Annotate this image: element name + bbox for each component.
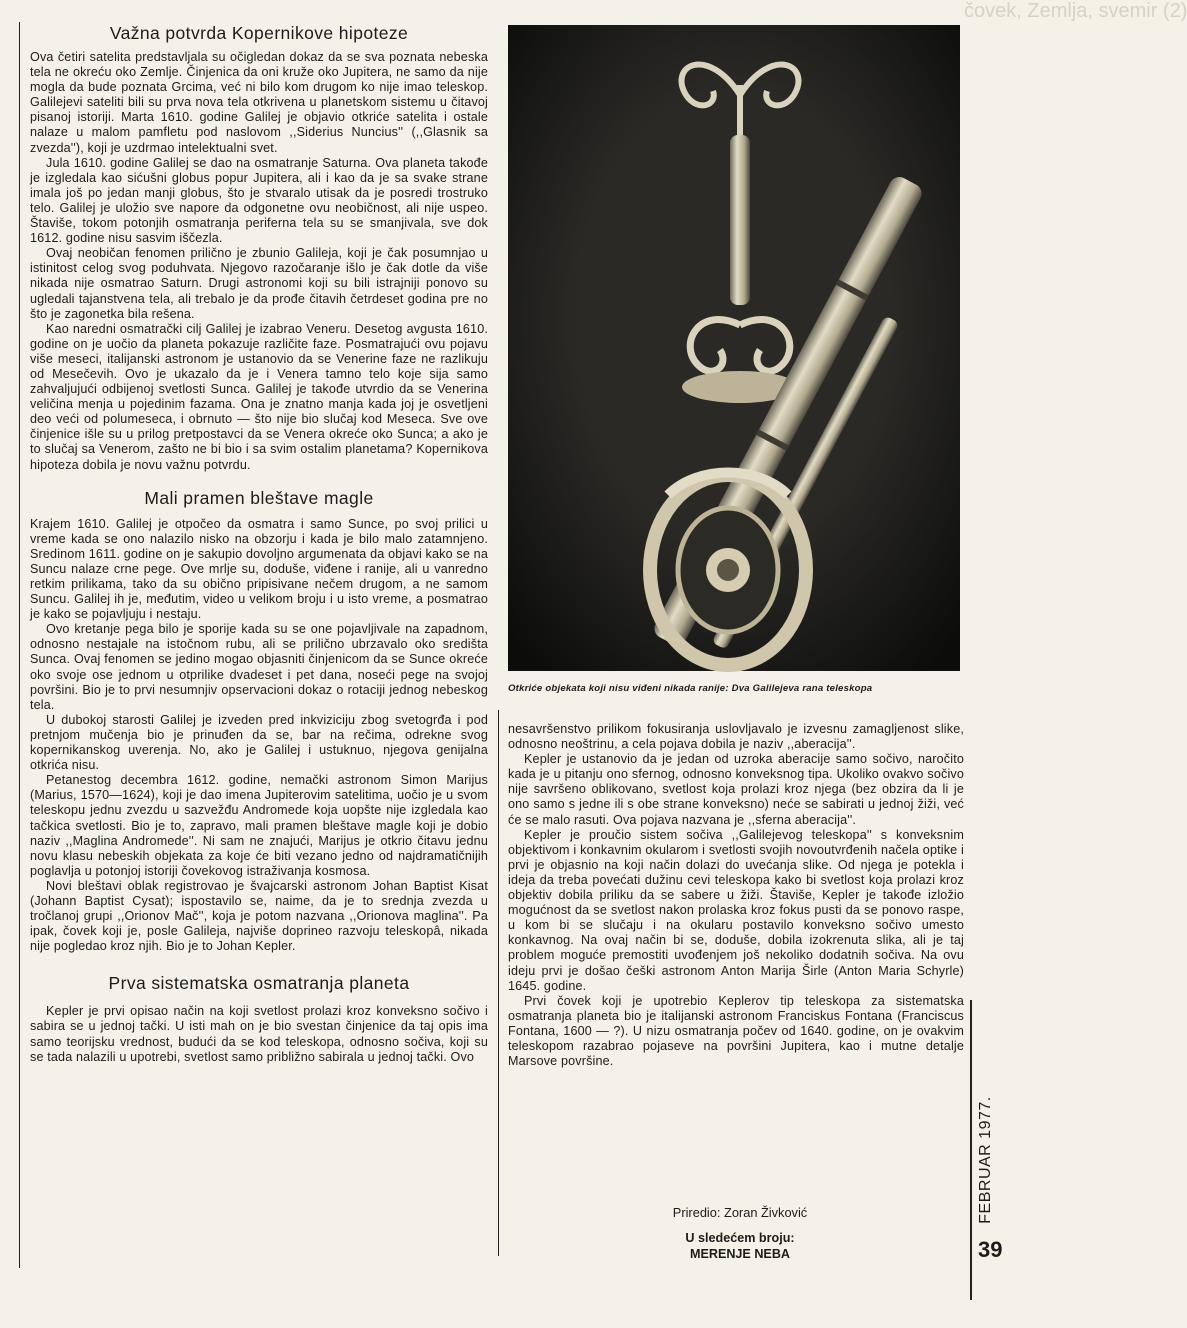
section-heading-1: Važna potvrda Kopernikove hipoteze — [109, 23, 409, 43]
right-column-paragraph: Prvi čovek koji je upotrebio Keplerov tip teleskopa za sistematska osmatranja planeta bio je italijanski astronom Franciskus Fontana (Franciscus Fontana, 1600 — ?). U nizu osmatranja počev od 1640. godine, on je ovakvim teleskopom razabrao pojaseve na površini Jupitera, kao i mutne detalje Marsove površine. — [508, 993, 964, 1069]
section-heading-3: Prva sistematska osmatranja planeta — [108, 973, 410, 994]
right-column — [508, 722, 964, 1069]
author-credit: Priredio: Zoran Živković — [672, 1205, 808, 1220]
section-1-paragraph: Kao naredni osmatrački cilj Galilej je izabrao Veneru. Desetog avgusta 1610. godine on je uočio da planeta pokazuje različite faze. Posmatrajući ovu pojavu više meseci, italijanski astronom je ustanovio da se Venerine faze ne razlikuju od Mesečevih. Ovo je ukazalo da je i Venera tamno telo koje sija samo zahvaljujući odbijenoj svetlosti Sunca. Galilej je takođe utvrdio da se Venerina veličina menja u pojedinim fazama. Ona je znatno manja kada joj je osvetljeni deo veći od polumeseca, i obrnuto — što nije bio slučaj kod Meseca. Sve ove činjenice išle su u prilog pretpostavci da se Venera okreće oko Sunca; a ako je to slučaj sa Venerom, zašto ne bi bio i sa svim ostalim planetama? Kopernikova hipoteza dobila je novu važnu potvrdu. — [30, 321, 488, 472]
section-2-paragraph: Ovo kretanje pega bilo je sporije kada su se one pojavljivale na zapadnom, odnosno nestajale na istočnom rubu, ali se prilično ubrzavalo oko središta Sunca. Ovaj fenomen se jedino mogao objasniti činjenicom da se Sunce okreće oko svoje ose jednom u otprilike dvadeset i pet dana, noseći pege na svojoj površini. Bio je to prvi nesumnjiv opservacioni dokaz o rotaciji jednog nebeskog tela. — [30, 622, 488, 712]
section-2-paragraph: Novi bleštavi oblak registrovao je švajcarski astronom Johan Baptist Kisat (Johann Baptist Cysat); ispostavilo se, naime, da je to srednja zvezda u tročlanoj grupi ,,Orionov Mač'', koja je potom nazvana ,,Orionova maglina''. Pa ipak, čovek koji je, posle Galileja, najviše doprineo razvoju teleskopâ, nikada nije pogledao kroz njih. Bio je to Johan Kepler. — [30, 878, 488, 954]
section-2-paragraph: U dubokoj starosti Galilej je izveden pred inkviziciju zbog svetogrđa i pod pretnjom mučenja bio je prinuđen da se, bar na rečima, odrekne svog kopernikanskog uverenja. No, ako je Galilej i ustuknuo, njegova genijalna otkrića nisu. — [30, 712, 488, 773]
right-column-paragraph: Kepler je ustanovio da je jedan od uzroka aberacije samo sočivo, naročito kada je u pitanju ono sfernog, odnosno konveksnog tipa. Ukoliko ovakvo sočivo nije savršeno oblikovano, svetlost koja prolazi kroz njega (bez obzira da li je ono samo s jedne ili s obe strane konveksno) neće se sabirati u jednoj žiži, već će se malo rasuti. Ova pojava nazvana je ,,sferna aberacija''. — [508, 752, 964, 827]
right-column-paragraph: nesavršenstvo prilikom fokusiranja uslovljavalo je izvesnu zamagljenost slike, odnosno neoštrinu, a cela pojava dobila je naziv ,,aberacija''. — [508, 722, 964, 752]
section-heading-2: Mali pramen bleštave magle — [144, 487, 374, 508]
section-3-paragraph: Kepler je prvi opisao način na koji svetlost prolazi kroz konveksno sočivo i sabira se u jednoj tački. U isti mah on je bio svestan činjenice da taj opis ima samo teorijsku vrednost, budući da se kod teleskopa, odnosno sočiva, koji su se tada nalazili u upotrebi, svetlost samo približno sabirala u jednoj tački. Ovo — [30, 1004, 488, 1064]
issue-date-vertical — [964, 1080, 1008, 1240]
left-column-rule — [19, 22, 20, 1268]
next-issue-label: U sledećem broju: — [685, 1231, 795, 1245]
right-column-paragraph: Kepler je proučio sistem sočiva ,,Galilejevog teleskopa'' s konveksnim objektivom i konkavnim okularom i svetlosti svojih novoutvrđenih načela optike i prvi je objasnio na koji način dolazi do uvećanja slike. Od njega je potekla i ideja da treba povećati dužinu cevi teleskopa kako bi svetlost koja prolazi kroz objektiv dobila priliku da se sabere u žiži. Štaviše, Kepler je takođe izložio mogućnost da se svetlost nakon prolaska kroz fokus pusti da se ponovo raspe, u kom bi se slučaju i na okularu postavilo konveksno sočivo umesto konkavnog. Na ovaj način bi se, doduše, dobila izokrenuta slika, ali je taj problem moguće premostiti uvođenjem još nekoliko dodatnih sočiva. Na ovu ideju prvi je došao češki astronom Anton Marija Širle (Anton Maria Schyrle) 1645. godine. — [508, 827, 964, 993]
section-2-paragraph: Krajem 1610. Galilej je otpočeo da osmatra i samo Sunce, po svoj prilici u vreme kada se ono nalazilo nisko na obzorju i kada je bilo malo zatamnjeno. Sredinom 1611. godine on je sakupio dovoljno argumenata da objavi kako se na Suncu nalaze crne pege. Ove mrlje su, doduše, viđene i ranije, ali u vanredno retkim prilikama, tako da su obično pripisivane nečem drugom, a ne samom Suncu. Galilej ih je, međutim, video u velikom broju i u isto vreme, a posmatrao je kako se pojavljuju i nestaju. — [30, 516, 488, 622]
bleed-through-text: čovek, Zemlja, svemir (2) — [964, 0, 1187, 22]
section-2-paragraph: Petanestog decembra 1612. godine, nemački astronom Simon Marijus (Marius, 1570—1624), koji je dao imena Jupiterovim satelitima, uočio je u svom teleskopu jednu zvezdu u sazvežđu Andromede koja uopšte nije izgledala kao tačkica svetlosti. Bio je to, zapravo, mali pramen bleštave magle koji je dobio naziv ,,Maglina Andromede''. Ni sam ne znajući, Marijus je otkrio čitavu jednu novu klasu nebeskih objekata za koje će biti vezano jedno od najdramatičnijih poglavlja u potonjoj istoriji čovekovog istraživanja kosmosa. — [30, 773, 488, 878]
issue-date: FEBRUAR 1977. — [977, 1096, 994, 1224]
section-1-paragraph: Jula 1610. godine Galilej se dao na osmatranje Saturna. Ova planeta takođe je izgledala kao sićušni globus popur Jupitera, ali i kao da je sa svake strane imala još po jedan manji globus, što je stvaralo utisak da je posredi trostruko telo. Galilej je uložio sve napore da odgonetne ovu neobičnost, ali nije uspeo. Štaviše, tokom potonjih osmatranja periferna tela su se smanjivala, sve dok 1612. godine nisu sasvim iščezla. — [30, 155, 488, 246]
telescopes-photo — [508, 25, 960, 671]
left-column — [30, 22, 488, 1065]
next-issue-teaser — [600, 1230, 880, 1262]
section-1-paragraph: Ova četiri satelita predstavljala su očigledan dokaz da se sva poznata nebeska tela ne okreću oko Zemlje. Činjenica da oni kruže oko Jupitera, ne samo da nije mogla da bude poznata Grcima, već ni bilo kom drugom ko nije imao teleskop. Galilejevi sateliti bili su prva nova tela otkrivena u planetskom sistemu u čitavoj pisanoj istoriji. Marta 1610. godine Galilej je objavio otkriće satelita i ostale nalaze u malom pamfletu pod naslovom ,,Siderius Nuncius'' (,,Glasnik sa zvezda''), koji je uzdrmao intelektualni svet. — [30, 50, 488, 155]
photo-caption: Otkriće objekata koji nisu viđeni nikada ranije: Dva Galilejeva rana teleskopa — [508, 683, 873, 694]
page-number: 39 — [978, 1237, 1003, 1262]
column-divider-rule — [498, 710, 499, 1256]
next-issue-title: MERENJE NEBA — [689, 1247, 791, 1261]
galileo-telescopes-illustration — [508, 25, 960, 671]
section-1-paragraph: Ovaj neobičan fenomen prilično je zbunio Galileja, koji je čak posumnjao u istinitost celog svog poduhvata. Njegovo razočaranje išlo je čak dotle da više nikada nije osmatrao Saturn. Drugi astronomi koji su bili istrajniji ponovo su ugledali tajanstvena tela, ali trebalo je da prođe čitavih četrdeset godina pre no što je zagonetka bila rešena. — [30, 246, 488, 321]
